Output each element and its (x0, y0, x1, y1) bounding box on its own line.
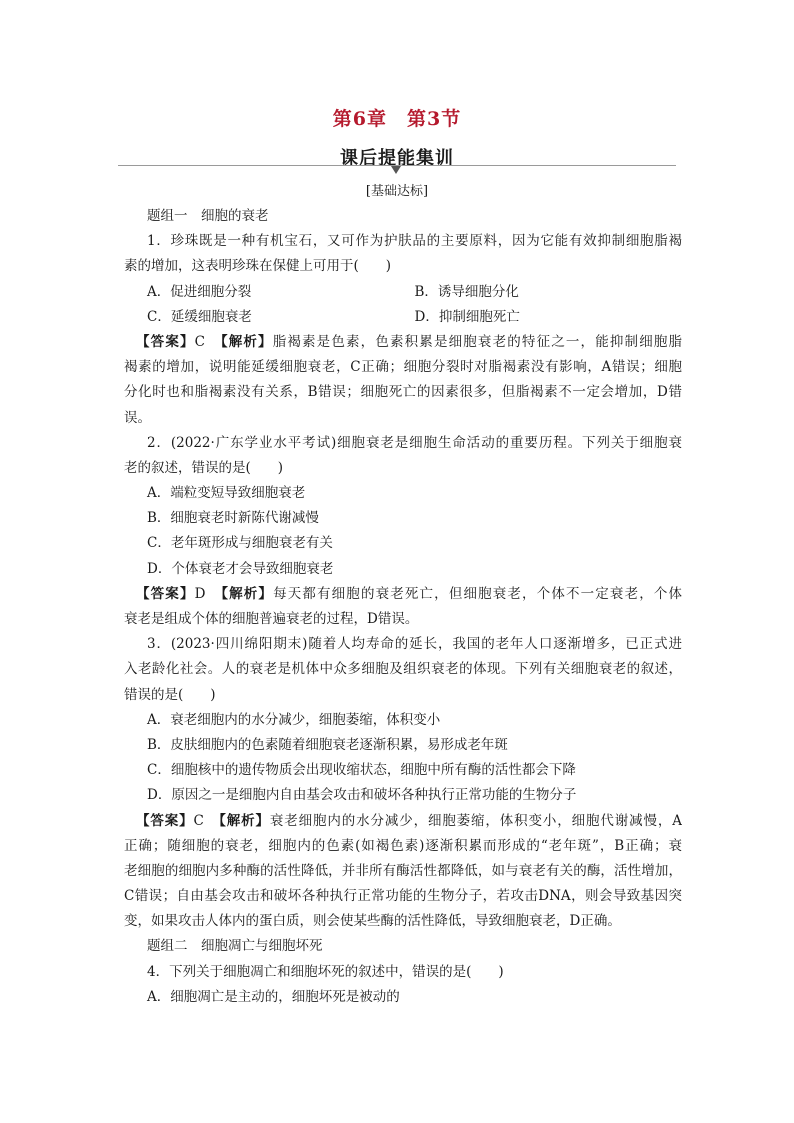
answer-tag: 【答案】 (136, 585, 195, 602)
answer-tag: 【答案】 (136, 333, 195, 350)
analysis-line: 老细胞的细胞内多种酶的活性降低，并非所有酶活性都降低，如与衰老有关的酶，活性增加， (124, 862, 682, 879)
option-c: C．延缓细胞衰老 (147, 308, 252, 325)
answer-tag: 【答案】 (136, 812, 194, 829)
analysis-line: 衰老是组成个体的细胞普遍衰老的过程，D错误。 (124, 611, 419, 627)
option-a: A．促进细胞分裂 (147, 283, 252, 300)
question-body (124, 204, 682, 1010)
analysis-tag: 【解析】 (221, 585, 274, 602)
analysis-line: 褐素的增加，说明能延缓细胞衰老，C正确；细胞分裂时对脂褐素没有影响，A错误；细胞 (124, 359, 682, 376)
chapter-title: 第6章 第3节 (332, 108, 462, 130)
analysis-line: 分化时也和脂褐素没有关系，B错误；细胞死亡的因素很多，但脂褐素不一定会增加，D错 (124, 384, 682, 401)
question-3-stem: 入老龄化社会。人的衰老是机体中众多细胞及组织衰老的体现。下列有关细胞衰老的叙述， (124, 661, 682, 678)
option-a: A．衰老细胞内的水分减少，细胞萎缩，体积变小 (147, 711, 441, 728)
group-heading: 题组一 细胞的衰老 (147, 208, 269, 224)
question-3-answer (124, 809, 682, 834)
question-4-stem: 4．下列关于细胞凋亡和细胞坏死的叙述中，错误的是( ) (147, 963, 504, 980)
option-a: A．细胞凋亡是主动的，细胞坏死是被动的 (147, 988, 400, 1005)
question-1-options (124, 280, 682, 305)
option-d: D．抑制细胞死亡 (414, 308, 520, 325)
option-d: D．原因之一是细胞内自由基会攻击和破坏各种执行正常功能的生物分子 (147, 787, 577, 804)
question-2-answer (124, 582, 682, 607)
question-3-stem: 3．(2023·四川绵阳期末)随着人均寿命的延长，我国的老年人口逐渐增多，已正式进 (147, 636, 682, 653)
option-b: B．细胞衰老时新陈代谢减慢 (147, 510, 319, 527)
option-b: B．诱导细胞分化 (414, 283, 519, 300)
analysis-tag: 【解析】 (219, 812, 270, 829)
answer-value: C (194, 333, 205, 350)
option-c: C．细胞核中的遗传物质会出现收缩状态，细胞中所有酶的活性都会下降 (147, 762, 576, 779)
question-1-options (124, 305, 682, 330)
option-d: D．个体衰老才会导致细胞衰老 (147, 560, 334, 577)
analysis-text: 衰老细胞内的水分减少，细胞萎缩，体积变小，细胞代谢减慢，A (269, 812, 682, 829)
analysis-line: 变，如果攻击人体内的蛋白质，则会使某些酶的活性降低，导致细胞衰老，D正确。 (124, 913, 621, 930)
group-heading: 题组二 细胞凋亡与细胞坏死 (147, 938, 323, 955)
question-1-stem: 1．珍珠既是一种有机宝石，又可作为护肤品的主要原料，因为它能有效抑制细胞脂褐 (147, 233, 682, 250)
question-1-stem: 素的增加，这表明珍珠在保健上可用于( ) (124, 258, 392, 275)
question-2-stem: 老的叙述，错误的是( ) (124, 459, 284, 476)
level-label: [基础达标] (365, 184, 429, 199)
triangle-down-icon (391, 166, 401, 174)
answer-value: C (193, 812, 204, 829)
section-title: 课后提能集训 (340, 148, 454, 169)
analysis-line: C错误；自由基会攻击和破坏各种执行正常功能的生物分子，若攻击DNA，则会导致基因突 (124, 888, 682, 905)
question-3-stem: 错误的是( ) (124, 686, 216, 703)
option-c: C．老年斑形成与细胞衰老有关 (147, 535, 333, 552)
option-b: B．皮肤细胞内的色素随着细胞衰老逐渐积累，易形成老年斑 (147, 736, 508, 753)
analysis-line: 正确；随细胞的衰老，细胞内的色素(如褐色素)逐渐积累而形成的“老年斑”，B正确；衰 (124, 837, 682, 854)
question-1-answer (124, 330, 682, 355)
analysis-line: 误。 (124, 409, 151, 426)
analysis-text: 脂褐素是色素，色素积累是细胞衰老的特征之一，能抑制细胞脂 (272, 333, 682, 350)
analysis-tag: 【解析】 (220, 333, 273, 350)
answer-value: D (194, 585, 206, 602)
analysis-text: 每天都有细胞的衰老死亡，但细胞衰老，个体不一定衰老，个体 (273, 585, 682, 602)
question-2-stem: 2．(2022·广东学业水平考试)细胞衰老是细胞生命活动的重要历程。下列关于细胞衰 (147, 434, 682, 451)
option-a: A．端粒变短导致细胞衰老 (147, 485, 306, 502)
